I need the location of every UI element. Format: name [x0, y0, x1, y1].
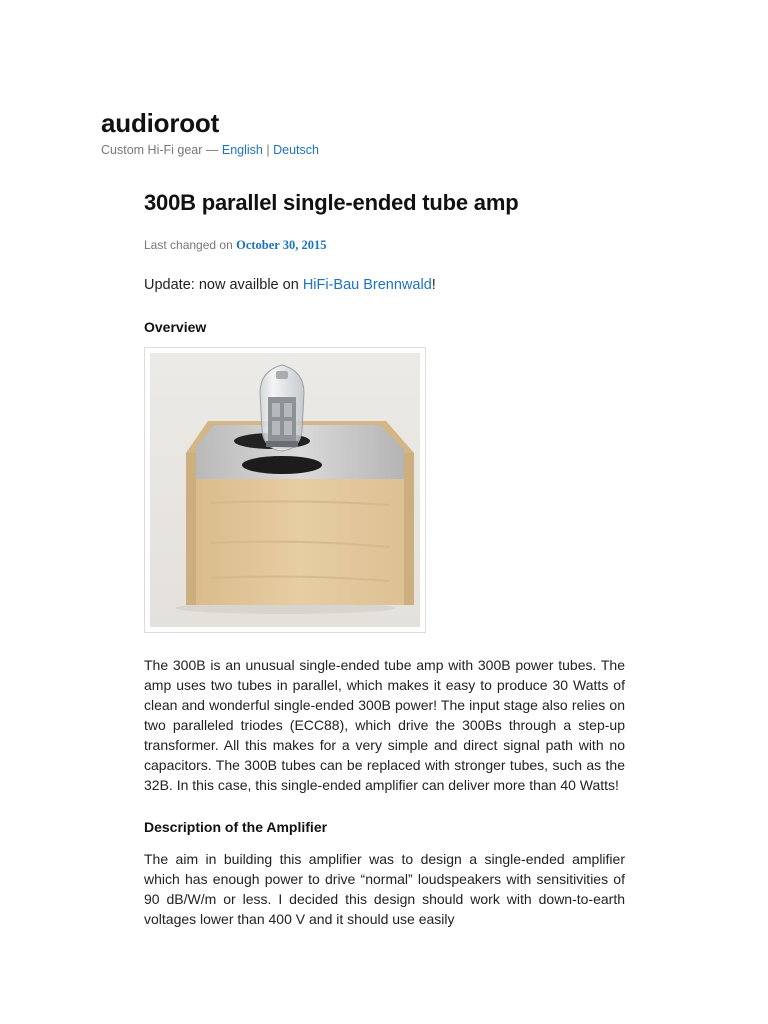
update-suffix: ! [431, 277, 436, 294]
amp-photo [150, 353, 420, 627]
overview-heading: Overview [144, 319, 207, 336]
description-paragraph: The aim in building this amplifier was to design a single-ended amplifier which has enough power to drive “normal” loudspeakers with sensitivities of 90 dB/W/m or less. I decided this design should work with down-to-earth voltages lower than 400 V and it should use easily [144, 851, 625, 928]
post-meta [144, 238, 625, 253]
site-title[interactable]: audioroot [101, 108, 220, 138]
post-date-link[interactable]: October 30, 2015 [236, 238, 327, 253]
language-link-english[interactable]: English [221, 143, 263, 157]
language-link-deutsch[interactable]: Deutsch [273, 143, 319, 157]
language-separator: | [266, 143, 270, 157]
site-tagline: Custom Hi-Fi gear — [101, 143, 219, 157]
post-title: 300B parallel single-ended tube amp [144, 190, 519, 215]
meta-prefix: Last changed on [144, 238, 233, 253]
article [144, 190, 625, 929]
amp-photo-frame[interactable] [144, 347, 426, 633]
description-heading: Description of the Amplifier [144, 819, 328, 836]
hifi-bau-brennwald-link[interactable]: HiFi-Bau Brennwald [302, 277, 432, 294]
intro-paragraph: The 300B is an unusual single-ended tube amp with 300B power tubes. The amp uses two tubes in parallel, which makes it easy to produce 30 Watts of clean and wonderful single-ended 300B power! The input stage also relies on two paralleled triodes (ECC88), which drive the 300Bs through a step-up transformer. All this makes for a very simple and direct signal path with no capacitors. The 300B tubes can be replaced with stronger tubes, such as the 32B. In this case, this single-ended amplifier can deliver more than 40 Watts! [144, 657, 625, 794]
update-notice [144, 277, 625, 293]
site-description [101, 143, 319, 157]
update-prefix: Update: now availble on [144, 277, 299, 294]
